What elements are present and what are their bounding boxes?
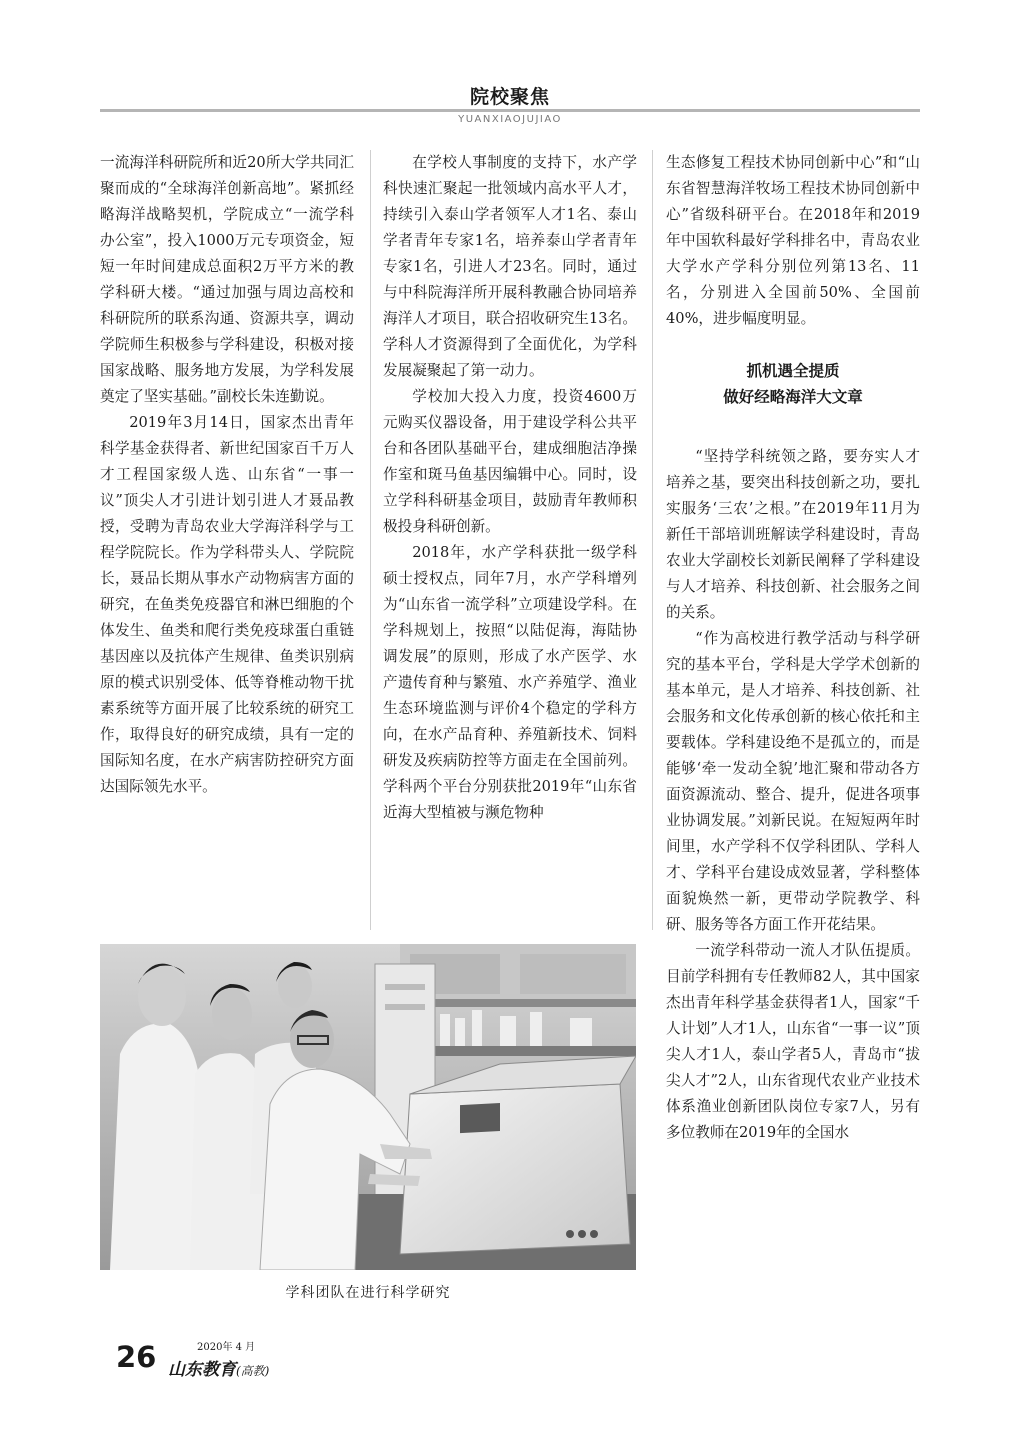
section-heading-line-1: 抓机遇全提质 [746, 362, 840, 380]
article-column-1 [100, 150, 354, 940]
photo-caption: 学科团队在进行科学研究 [285, 1285, 451, 1301]
lab-photo [100, 944, 636, 1270]
issue-date: 2020年 4 月 [197, 1342, 256, 1353]
paragraph: 在学校人事制度的支持下，水产学科快速汇聚起一批领域内高水平人才，持续引入泰山学者领军人才1名、泰山学者青年专家1名，培养泰山学者青年专家1名，引进人才23名。同时，通过与中科院海洋所开展科教融合协同培养海洋人才项目，联合招收研究生13名。学科人才资源得到了全面优化，为学科发展凝聚起了第一动力。 [383, 154, 637, 379]
paragraph: 2018年，水产学科获批一级学科硕士授权点，同年7月，水产学科增列为“山东省一流学科”立项建设学科。在学科规划上，按照“以陆促海，海陆协调发展”的原则，形成了水产医学、水产遗传育种与繁殖、水产养殖学、渔业生态环境监测与评价4个稳定的学科方向，在水产品育种、养殖新技术、饲料研发及疾病防控等方面走在全国前列。学科两个平台分别获批2019年“山东省近海大型植被与濒危物种 [383, 544, 637, 821]
paragraph: 2019年3月14日，国家杰出青年科学基金获得者、新世纪国家百千万人才工程国家级人选、山东省“一事一议”顶尖人才引进计划引进人才聂品教授，受聘为青岛农业大学海洋科学与工程学院院长。作为学科带头人、学院院长，聂品长期从事水产动物病害方面的研究，在鱼类免疫器官和淋巴细胞的个体发生、鱼类和爬行类免疫球蛋白重链基因座以及抗体产生规律、鱼类识别病原的模式识别受体、低等脊椎动物干扰素系统等方面开展了比较系统的研究工作，取得良好的研究成绩，具有一定的国际知名度，在水产病害防控研究方面达国际领先水平。 [100, 414, 354, 795]
page-number: 26 [116, 1340, 157, 1374]
paragraph: “坚持学科统领之路，要夯实人才培养之基，要突出科技创新之功，要扎实服务‘三农’之根。”在2019年11月为新任干部培训班解读学科建设时，青岛农业大学副校长刘新民阐释了学科建设与人才培养、科技创新、社会服务之间的关系。 [666, 448, 920, 621]
header-title: 院校聚焦 [469, 86, 550, 108]
section-heading-line-2: 做好经略海洋大文章 [723, 388, 863, 406]
column-rule-left [370, 150, 371, 930]
magazine-name [168, 1355, 269, 1380]
article-column-3 [666, 150, 920, 1300]
paragraph: 学校加大投入力度，投资4600万元购买仪器设备，用于建设学科公共平台和各团队基础平台，建成细胞洁净操作室和斑马鱼基因编辑中心。同时，设立学科科研基金项目，鼓励青年教师积极投身科研创新。 [383, 388, 637, 535]
section-heading [666, 358, 920, 410]
paragraph: 一流海洋科研院所和近20所大学共同汇聚而成的“全球海洋创新高地”。紧抓经略海洋战略契机，学院成立“一流学科办公室”，投入1000万元专项资金，短短一年时间建成总面积2万平方米的教学科研大楼。“通过加强与周边高校和科研院所的联系沟通、资源共享，调动学院师生积极参与学科建设，积极对接国家战略、服务地方发展，为学科发展奠定了坚实基础。”副校长朱连勤说。 [100, 154, 354, 405]
article-column-2 [383, 150, 637, 940]
paragraph: 生态修复工程技术协同创新中心”和“山东省智慧海洋牧场工程技术协同创新中心”省级科研平台。在2018年和2019年中国软科最好学科排名中，青岛农业大学水产学科分别位列第13名、11名，分别进入全国前50%、全国前40%，进步幅度明显。 [666, 154, 920, 327]
header-subtitle: YUANXIAOJUJIAO [458, 114, 562, 125]
paragraph: 一流学科带动一流人才队伍提质。目前学科拥有专任教师82人，其中国家杰出青年科学基金获得者1人，国家“千人计划”人才1人，山东省“一事一议”顶尖人才1人，泰山学者5人，青岛市“拔尖人才”2人，山东省现代农业产业技术体系渔业创新团队岗位专家7人，另有多位教师在2019年的全国水 [666, 942, 920, 1141]
magazine-title: 山东教育 [168, 1360, 236, 1380]
column-rule-right [652, 150, 653, 930]
paragraph: “作为高校进行教学活动与科学研究的基本平台，学科是大学学术创新的基本单元，是人才培养、科技创新、社会服务和文化传承创新的核心依托和主要载体。学科建设绝不是孤立的，而是能够‘牵一发动全貌’地汇聚和带动各方面资源流动、整合、提升，促进各项事业协调发展。”刘新民说。在短短两年时间里，水产学科不仅学科团队、学科人才、学科平台建设成效显著，学科整体面貌焕然一新，更带动学院教学、科研、服务等各方面工作开花结果。 [666, 630, 920, 933]
header-rule [100, 109, 920, 112]
magazine-edition: (高教) [236, 1364, 270, 1378]
